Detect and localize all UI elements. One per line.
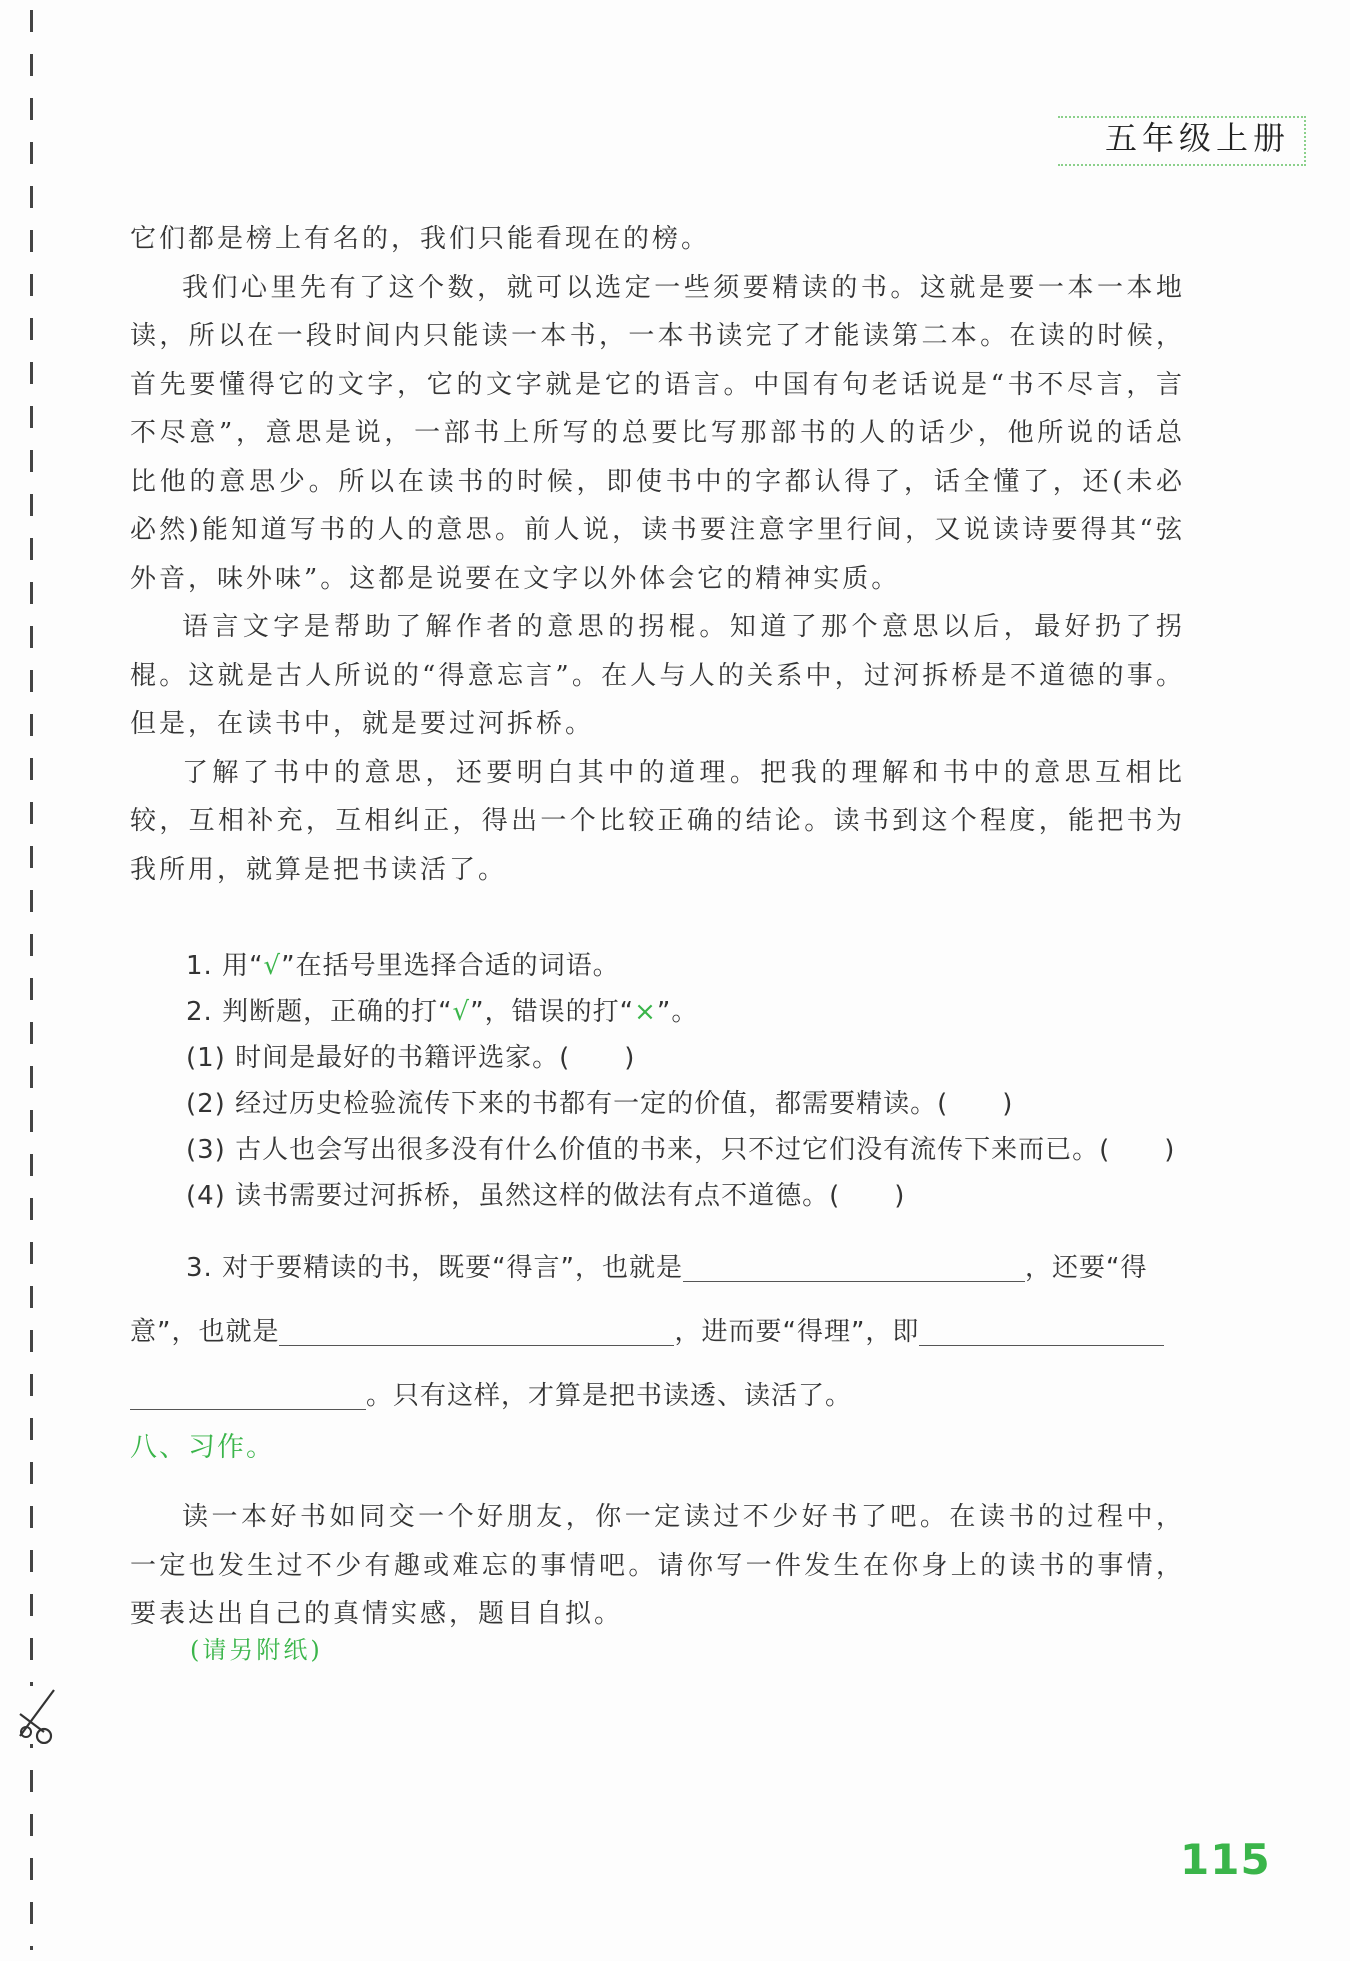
scissors-icon (14, 1686, 62, 1744)
question-2-text-c: ”。 (656, 997, 699, 1027)
passage-paragraph-0: 它们都是榜上有名的，我们只能看现在的榜。 (130, 224, 711, 254)
dashed-cut-line (30, 10, 33, 1950)
essay-prompt-text: 读一本好书如同交一个好朋友，你一定读过不少好书了吧。在读书的过程中，一定也发生过不少有趣或难忘的事情吧。请你写一件发生在你身上的读书的事情，要表达出自己的真情实感，题目自拟。 (130, 1502, 1185, 1629)
question-3-line-1 (130, 1236, 1190, 1300)
question-2-text-b: ”，错误的打“ (470, 997, 635, 1027)
question-2-text-a: 2. 判断题，正确的打“ (186, 997, 453, 1027)
question-1 (130, 943, 1270, 989)
question-3-text-e: 。只有这样，才算是把书读透、读活了。 (366, 1381, 853, 1411)
question-3-text-a: 3. 对于要精读的书，既要“得言”，也就是 (186, 1253, 684, 1283)
question-3-line-2 (130, 1300, 1190, 1364)
question-3-text-b: ，还要“得 (1025, 1253, 1148, 1283)
question-3-text-d: ，进而要“得理”，即 (674, 1317, 920, 1347)
question-list (130, 943, 1270, 1219)
answer-blank-1[interactable] (683, 1251, 1025, 1282)
judgment-item-4[interactable]: (4) 读书需要过河拆桥，虽然这样的做法有点不道德。( ) (186, 1181, 906, 1211)
question-1-text-a: 1. 用“ (186, 951, 264, 981)
answer-blank-3[interactable] (919, 1315, 1164, 1346)
essay-prompt (130, 1493, 1185, 1639)
reading-passage (130, 215, 1185, 894)
passage-paragraph-3: 了解了书中的意思，还要明白其中的道理。把我的理解和书中的意思互相比较，互相补充，互相纠正，得出一个比较正确的结论。读书到这个程度，能把书为我所用，就算是把书读活了。 (130, 757, 1185, 885)
check-mark-icon: √ (452, 997, 471, 1027)
judgment-item-3[interactable]: (3) 古人也会写出很多没有什么价值的书来，只不过它们没有流传下来而已。( ) (186, 1135, 1176, 1165)
attach-paper-note: (请另附纸) (190, 1636, 323, 1664)
judgment-item-2[interactable]: (2) 经过历史检验流传下来的书都有一定的价值，都需要精读。( ) (186, 1089, 1014, 1119)
passage-paragraph-2: 语言文字是帮助了解作者的意思的拐棍。知道了那个意思以后，最好扔了拐棍。这就是古人所说的“得意忘言”。在人与人的关系中，过河拆桥是不道德的事。但是，在读书中，就是要过河拆桥。 (130, 612, 1185, 739)
passage-paragraph-1: 我们心里先有了这个数，就可以选定一些须要精读的书。这就是要一本一本地读，所以在一段时间内只能读一本书，一本书读完了才能读第二本。在读的时候，首先要懂得它的文字，它的文字就是它的语言。中国有句老话说是“书不尽言，言不尽意”，意思是说，一部书上所写的总要比写那部书的人的话少，他所说的话总比他的意思少。所以在读书的时候，即使书中的字都认得了，话全懂了，还(未必必然)能知道写书的人的意思。前人说，读书要注意字里行间，又说读诗要得其“弦外音，味外味”。这都是说要在文字以外体会它的精神实质。 (130, 272, 1185, 594)
cross-mark-icon: × (634, 997, 657, 1027)
page-number: 115 (1180, 1835, 1271, 1884)
question-3-line-3 (130, 1364, 1190, 1428)
question-3 (130, 1236, 1190, 1428)
check-mark-icon: √ (263, 951, 282, 981)
answer-blank-2[interactable] (279, 1315, 674, 1346)
section-8-title: 八、习作。 (130, 1432, 275, 1463)
grade-label: 五年级上册 (1105, 119, 1291, 157)
question-2 (130, 989, 1270, 1035)
question-3-text-c: 意”，也就是 (130, 1317, 280, 1347)
answer-blank-3-cont[interactable] (130, 1379, 366, 1410)
question-1-text-b: ”在括号里选择合适的词语。 (281, 951, 620, 981)
judgment-item-1[interactable]: (1) 时间是最好的书籍评选家。( ) (186, 1043, 636, 1073)
